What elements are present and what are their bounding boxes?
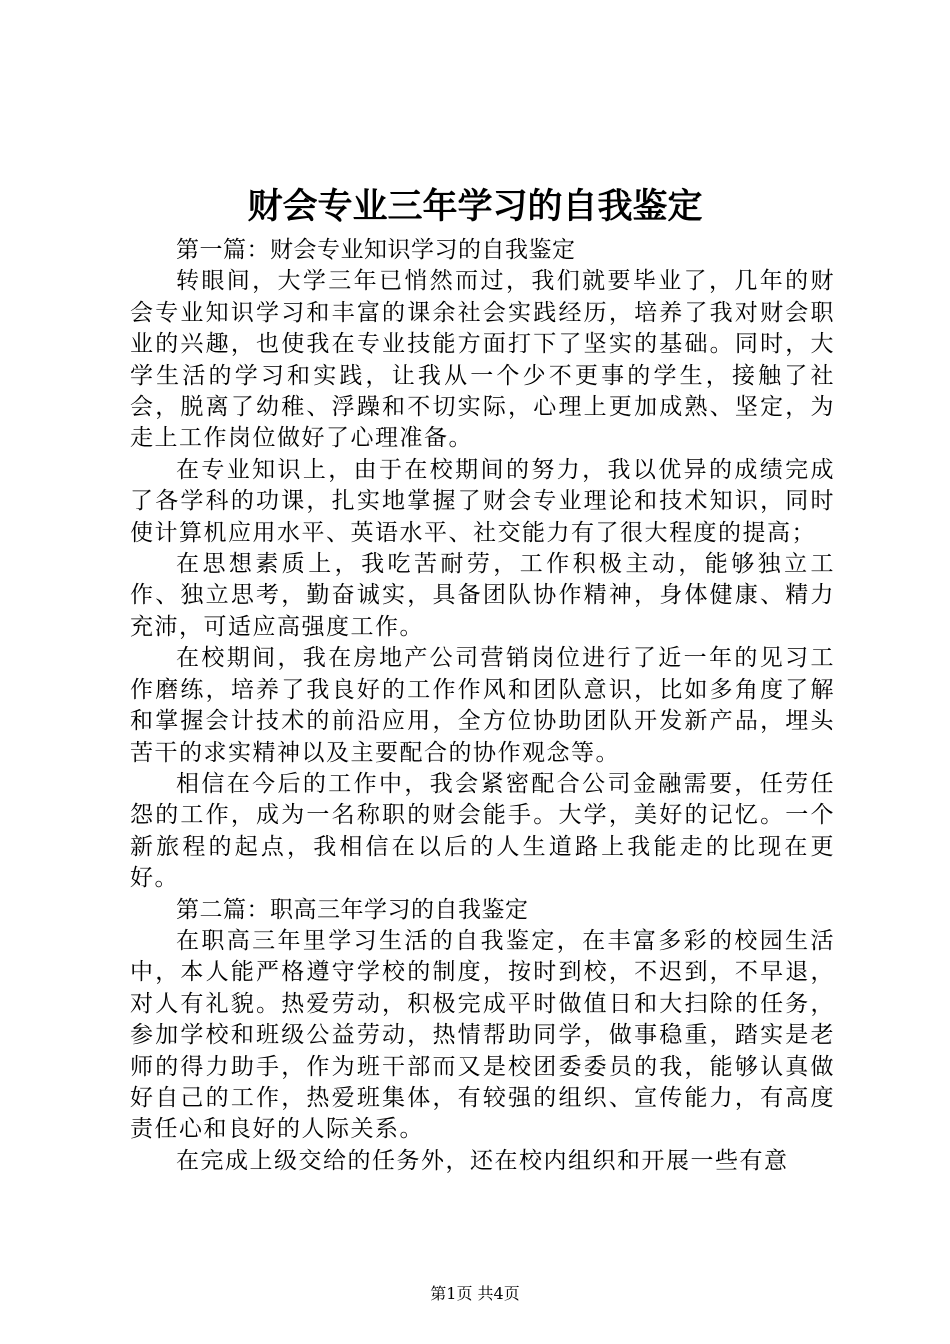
paragraph: 在专业知识上，由于在校期间的努力，我以优异的成绩完成了各学科的功课，扎实地掌握了财会专业理论和技术知识，同时使计算机应用水平、英语水平、社交能力有了很大程度的提高； — [130, 456, 835, 546]
paragraph: 在完成上级交给的任务外，还在校内组织和开展一些有意 — [176, 1147, 789, 1174]
paragraph: 在职高三年里学习生活的自我鉴定，在丰富多彩的校园生活中，本人能严格遵守学校的制度，按时到校，不迟到，不早退，对人有礼貌。热爱劳动，积极完成平时做值日和大扫除的任务，参加学校和班级公益劳动，热情帮助同学，做事稳重，踏实是老师的得力助手，作为班干部而又是校团委委员的我，能够认真做好自己的工作，热爱班集体，有较强的组织、宣传能力，有高度责任心和良好的人际关系。 — [130, 927, 835, 1143]
paragraph: 在校期间，我在房地产公司营销岗位进行了近一年的见习工作磨练，培养了我良好的工作作风和团队意识，比如多角度了解和掌握会计技术的前沿应用，全方位协助团队开发新产品，埋头苦干的求实精神以及主要配合的协作观念等。 — [130, 645, 835, 766]
paragraph: 相信在今后的工作中，我会紧密配合公司金融需要，任劳任怨的工作，成为一名称职的财会能手。大学，美好的记忆。一个新旅程的起点，我相信在以后的人生道路上我能走的比现在更好。 — [130, 770, 835, 892]
document-title: 财会专业三年学习的自我鉴定 — [247, 186, 703, 227]
section-heading-2: 第二篇：职高三年学习的自我鉴定 — [176, 896, 529, 923]
section-heading-1: 第一篇：财会专业知识学习的自我鉴定 — [176, 237, 576, 263]
paragraph: 在思想素质上，我吃苦耐劳，工作积极主动，能够独立工作、独立思考，勤奋诚实，具备团队协作精神，身体健康、精力充沛，可适应高强度工作。 — [130, 551, 835, 640]
page-number-footer: 第1页 共4页 — [430, 1284, 520, 1303]
document-body — [130, 235, 835, 1177]
paragraph: 转眼间，大学三年已悄然而过，我们就要毕业了，几年的财会专业知识学习和丰富的课余社会实践经历，培养了我对财会职业的兴趣，也使我在专业技能方面打下了坚实的基础。同时，大学生活的学习和实践，让我从一个少不更事的学生，接触了社会，脱离了幼稚、浮躁和不切实际，心理上更加成熟、坚定，为走上工作岗位做好了心理准备。 — [130, 268, 835, 452]
